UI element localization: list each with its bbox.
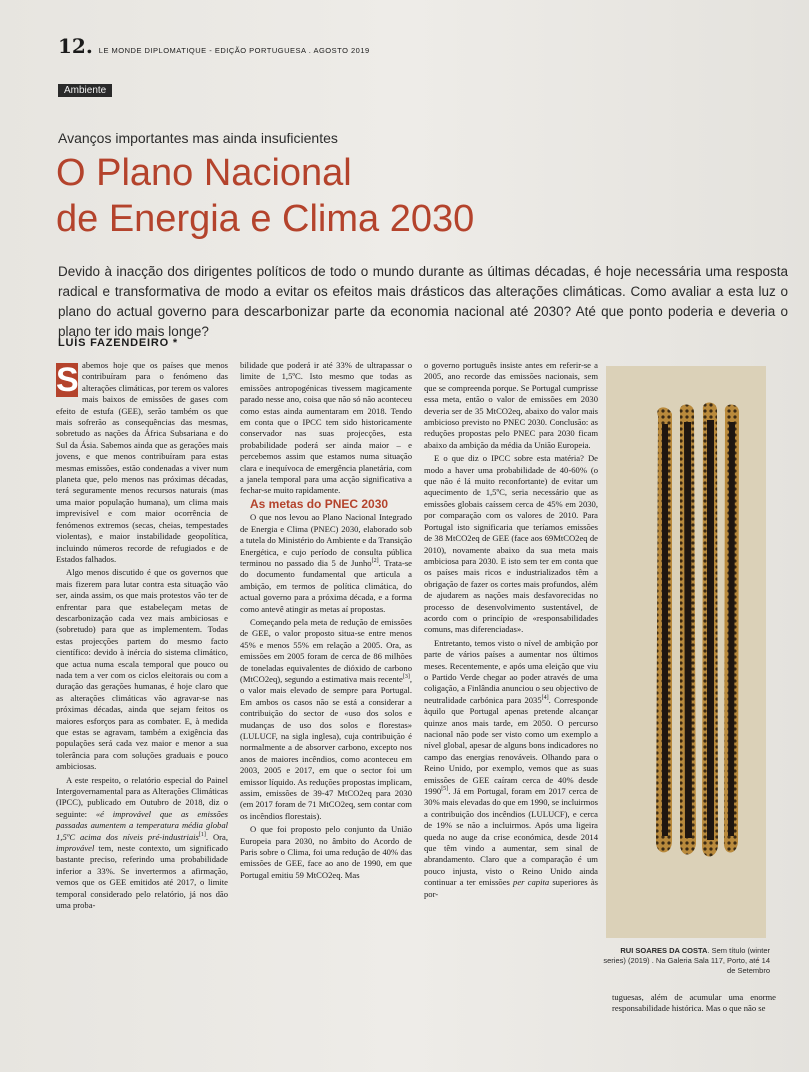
emphasis-text: per capita [513,877,550,888]
body-column-3 [424,360,598,902]
paragraph-text: tem, neste contexto, um significado bastante preciso, referindo uma probabilidade inferior a 33%. Se invertermos a afirmação, vemos que os GEE emitidos até 2017, o limite temporal considerado pelo relatório, já nos dão uma proba- [56,843,228,911]
footnote-ref[interactable]: [4] [541,694,549,701]
article-kicker: Avanços importantes mas ainda insuficientes [58,130,338,146]
paragraph-text: . Já em Portugal, foram em 2017 cerca de 30% mais elevadas do que em 1990, se incluirmos a contribuição dos incêndios (LULUCF), e cerca de 19% se não a incluirmos. Após uma ligeira queda no auge da crise económica, desde 2014 que têm vindo a aumentar, sem sinal de abrandamento. Claro que a comparação é um pouco injusta, visto o Reino Unido ainda continuar a ter emissões [424,786,598,888]
author-byline: LUÍS FAZENDEIRO * [58,337,178,349]
paragraph-text: superiores às por- [424,877,598,899]
paragraph [240,512,412,615]
section-tag: Ambiente [58,84,112,97]
paragraph-text: o governo português insiste antes em referir-se a 2005, ano recorde das emissões nacionais, sem que se compreenda porque. Se Portugal cumprisse essa meta, então o valor de emissões em 2030 deveria ser de 35 MtCO2eq, abaixo do valor mais ambicioso previsto no PNEC 2030. Conclusão: as reduções propostas pelo PNEC para 2030 ficam abaixo da ambição da média da União Europeia. [424,360,598,450]
footnote-ref[interactable]: [5] [441,786,449,793]
paragraph [612,992,776,1015]
body-column-2 [240,360,412,883]
paragraph-text: . Ora, [205,831,229,842]
paragraph-text: , o valor mais elevado de sempre para Portugal. Em ambos os casos não se está a considerar a contribuição do sector de «uso dos solos e mudanças de uso dos solos e florestas» (LULUCF, na sigla inglesa), cuja contribuição é normalmente a de absorver carbono, excepto nos anos de maiores incêndios, como aconteceu em 2003, 2005 e 2017, em que o sector foi um emissor líquido. As reduções propostas implicam, assim, emissões de 39-47 MtCO2eq para 2030 (em 2017 foram de 71 MtCO2eq, sem contar com os incêndios florestais). [240,673,412,821]
paragraph-text: O que foi proposto pelo conjunto da União Europeia para 2030, no âmbito do Acordo de Paris sobre o Clima, foi uma redução de 40% das emissões de GEE, face ao ano de 1990, em que Portugal emitiu 59 MtCO2eq. Mas [240,824,412,880]
body-column-1 [56,360,228,914]
title-line-1: O Plano Nacional [56,152,352,194]
paragraph [424,360,598,451]
paragraph-text: E o que diz o IPCC sobre esta matéria? De modo a haver uma probabilidade de 40-60% (o que não é lá muito reconfortante) de evitar um aquecimento de 1,5ºC, seria necessário que as emissões globais caíssem cerca de 45% em 2030, por comparação com os valores de 2010. Para Portugal isto significaria que teríamos emissões de 38 MtCO2eq de GEE (face aos 69MtCO2eq de 2010), novamente abaixo da sua meta mais ambiciosa para 2030. E isto sem ter em conta que os países mais ricos e industrializados têm a obrigação de fazer os cortes mais profundos, além de ajudarem as nações mais desfavorecidas no processo de desenvolvimento sustentável, de acordo com o princípio de «responsabilidades comuns, mas diferenciadas». [424,453,598,635]
article-title [56,150,656,242]
publication-line: LE MONDE DIPLOMATIQUE - EDIÇÃO PORTUGUESA . AGOSTO 2019 [98,46,370,55]
paragraph [240,360,412,497]
page-number: 12. [58,34,93,58]
paragraph [240,617,412,822]
paragraph [240,824,412,881]
paragraph-text: . Corresponde àquilo que Portugal apenas pretende alcançar quinze anos mais tarde, em 2050. O percurso nacional não pode ser visto como um exemplo a nível global, apesar de alguns bons indicadores no campo das energias renováveis. Olhando para o Reino Unido, por exemplo, vemos que as suas emissões de GEE caíram cerca de 40% desde 1990 [424,694,598,797]
paragraph-text: tuguesas, além de acumular uma enorme responsabilidade histórica. Mas o que não se [612,992,776,1014]
emphasis-text: improvável [56,843,95,854]
page-header [58,34,370,58]
quote-text: «é improvável que as emissões passadas aumentem a temperatura média global 1,5ºC acima dos níveis pré-industriais [56,808,228,842]
caption-text: . Sem título (winter series) (2019) . Na Galeria Sala 117, Porto, até 14 de Setembro [603,946,770,975]
paragraph-text: Começando pela meta de redução de emissões de GEE, o valor proposto situa-se entre menos 45% e menos 55% em relação a 2005. Ora, as emissões em 2005 foram de cerca de 86 milhões de toneladas equivalentes de dióxido de carbono (MtCO2eq), segundo a estimativa mais recente [240,616,412,684]
footnote-ref[interactable]: [2] [371,558,379,565]
paragraph-text: bilidade que poderá ir até 33% de ultrapassar o limite de 1,5ºC. Isto mesmo que todas as emissões antropogénicas tivessem magicamente parado nesse ano, coisa que não só não aconteceu como estas ainda aumentaram em 2018. Tendo em conta que o IPCC tem sido historicamente conservador nas suas projecções, esta probabilidade poderá ser ainda maior – e percebemos assim que estamos numa situação clara e inequívoca de emergência planetária, com a janela temporal para uma acção significativa a fechar-se muito rapidamente. [240,360,412,496]
artwork-caption [602,946,770,976]
paragraph [56,775,228,912]
paragraph-text: Algo menos discutido é que os governos que mais fizerem para lutar contra esta situação vão ser, ainda assim, os que mais protestos vão ter de enfrentar para que estabeleçam metas de descarbonização cada vez mais ambiciosas e (sobretudo) para que as implementem. Todas estas projecções partem do mesmo facto científico: devido à inércia do sistema climático, que actua numa escala temporal que pouco ou nada tem a ver com os ciclos eleitorais ou com a duração das gerações humanas, é hoje claro que as alterações climáticas vão agravar-se nas próximas décadas, ainda que sejam feitos os maiores esforços para as combater. E, à medida que estas se agravam, também a exigência das populações será cada vez maior e menor a sua tolerância para com soluções graduais e pouco ambiciosas. [56,567,228,772]
paragraph [424,638,598,900]
footnote-ref[interactable]: [3] [402,674,410,681]
paragraph-text: A este respeito, o relatório especial do Painel Intergovernamental para as Alterações Climáticas (IPCC), publicado em Outubro de 2018, diz o seguinte: [56,774,228,819]
paragraph-text: . Trata-se do documento fundamental que articula a ambição, em termos de política climática, do actual governo para a próxima década, e a forma como antevê atingir as metas aí propostas. [240,557,412,614]
paragraph-text: O que nos levou ao Plano Nacional Integrado de Energia e Clima (PNEC) 2030, elaborado sob a tutela do Ministério do Ambiente e da Transição Energética, e cujo período de consulta pública terminou no passado dia 5 de Junho [240,512,412,568]
body-column-3-continuation [612,992,776,1015]
footnote-ref[interactable]: [1] [198,831,206,838]
artwork-image [606,366,766,938]
paragraph [56,360,228,565]
paragraph [56,567,228,772]
drop-cap: S [56,361,79,399]
caption-artist: RUI SOARES DA COSTA [620,946,708,955]
section-subheading: As metas do PNEC 2030 [250,496,389,511]
paragraph-text: Entretanto, temos visto o nível de ambição por parte de vários países a aumentar nos últimos meses. Recentemente, e após uma eleição que viu o Partido Verde chegar ao poder através de uma coligação, a Finlândia anunciou o seu objectivo de neutralidade carbónica para 2035 [424,637,598,705]
title-line-2: de Energia e Clima 2030 [56,198,475,240]
paragraph [424,453,598,636]
paragraph-text: abemos hoje que os países que menos contribuíram para o fenómeno das alterações climáticas, por terem os valores mais baixos de emissões de gases com efeito de estufa (GEE), serão também os que mais sofrerão as consequências das mesmas, sobretudo as nações da África Subsariana e do Sul da Ásia. Sabemos ainda que as gerações mais jovens, e que menos contribuíram para estas mesmas emissões, estão condenadas a viver num planeta que, pelo menos nas próximas décadas, terá seguramente menos recursos naturais (mas uma maior população humana), um clima mais imprevisível e com maior ocorrência de fenómenos extremos (secas, cheias, tempestades violentas), e maior instabilidade geopolítica, incluindo números recorde de refugiados e de Estados falhados. [56,360,228,564]
article-lead: Devido à inacção dos dirigentes políticos de todo o mundo durante as últimas décadas, é hoje necessária uma resposta radical e transformativa de modo a evitar os efeitos mais drásticos das alterações climáticas. Como avaliar a esta luz o plano do actual governo para descarbonizar parte da economia nacional até 2030? Até que ponto poderia e deveria o plano ter ido mais longe? [58,264,788,339]
artwork-illustration [606,366,766,938]
